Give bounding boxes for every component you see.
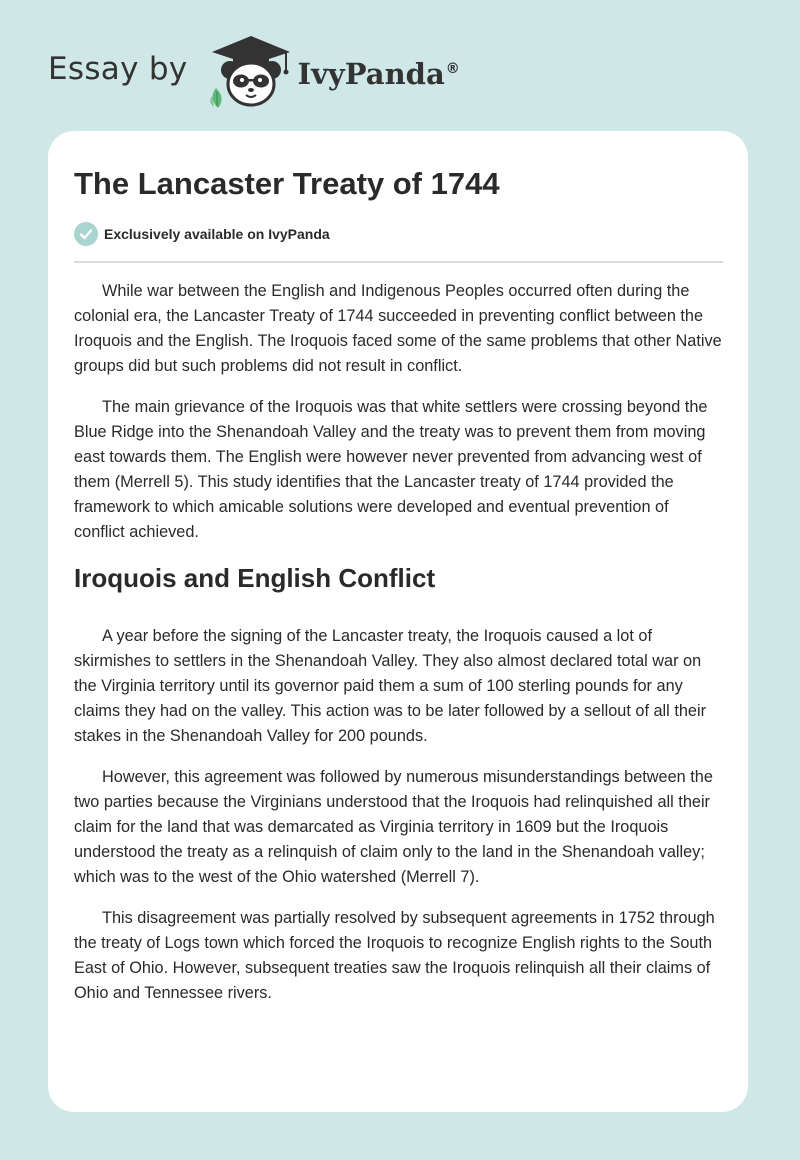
check-circle-icon <box>74 222 98 246</box>
article-body <box>74 279 723 1022</box>
site-header <box>48 32 460 112</box>
paragraph: A year before the signing of the Lancaster treaty, the Iroquois caused a lot of skirmishes to settlers in the Shenandoah Valley. They also almost declared total war on the Virginia territory until its governor paid them a sum of 100 sterling pounds for any claims they had on the valley. This action was to be later followed by a sellout of all their stakes in the Shenandoah Valley for 200 pounds. <box>74 627 706 745</box>
essay-by-label: Essay by <box>48 51 188 87</box>
trademark-symbol: ® <box>445 61 460 78</box>
paragraph: This disagreement was partially resolved by subsequent agreements in 1752 through the treaty of Logs town which forced the Iroquois to recognize English rights to the South East of Ohio. However, subsequent treaties saw the Iroquois relinquish all their claims of Ohio and Tennessee rivers. <box>74 909 715 1002</box>
exclusive-label: Exclusively available on IvyPanda <box>104 226 330 242</box>
brand-label: IvyPanda <box>297 57 445 91</box>
article-card <box>48 131 748 1112</box>
paragraph: While war between the English and Indigenous Peoples occurred often during the colonial era, the Lancaster Treaty of 1744 succeeded in preventing conflict between the Iroquois and the English. The Iroquois faced some of the same problems that other Native groups did but such problems did not result in conflict. <box>74 282 722 375</box>
title-divider <box>74 261 723 263</box>
brand-name[interactable] <box>298 57 460 91</box>
panda-graduate-icon[interactable] <box>206 32 296 112</box>
paragraph: However, this agreement was followed by numerous misunderstandings between the two parties because the Virginians understood that the Iroquois had relinquished all their claim for the land that was demarcated as Virginia territory in 1609 but the Iroquois understood the treaty as a relinquish of claim only to the land in the Shenandoah valley; which was to the west of the Ohio watershed (Merrell 7). <box>74 768 713 886</box>
paragraph: The main grievance of the Iroquois was that white settlers were crossing beyond the Blue Ridge into the Shenandoah Valley and the treaty was to prevent them from moving east towards them. The English were however never prevented from advancing west of them (Merrell 5). This study identifies that the Lancaster treaty of 1744 provided the framework to which amicable solutions were developed and eventual prevention of conflict achieved. <box>74 398 708 541</box>
page-title: The Lancaster Treaty of 1744 <box>74 166 500 201</box>
section-heading: Iroquois and English Conflict <box>74 563 436 593</box>
exclusive-badge <box>74 222 330 246</box>
